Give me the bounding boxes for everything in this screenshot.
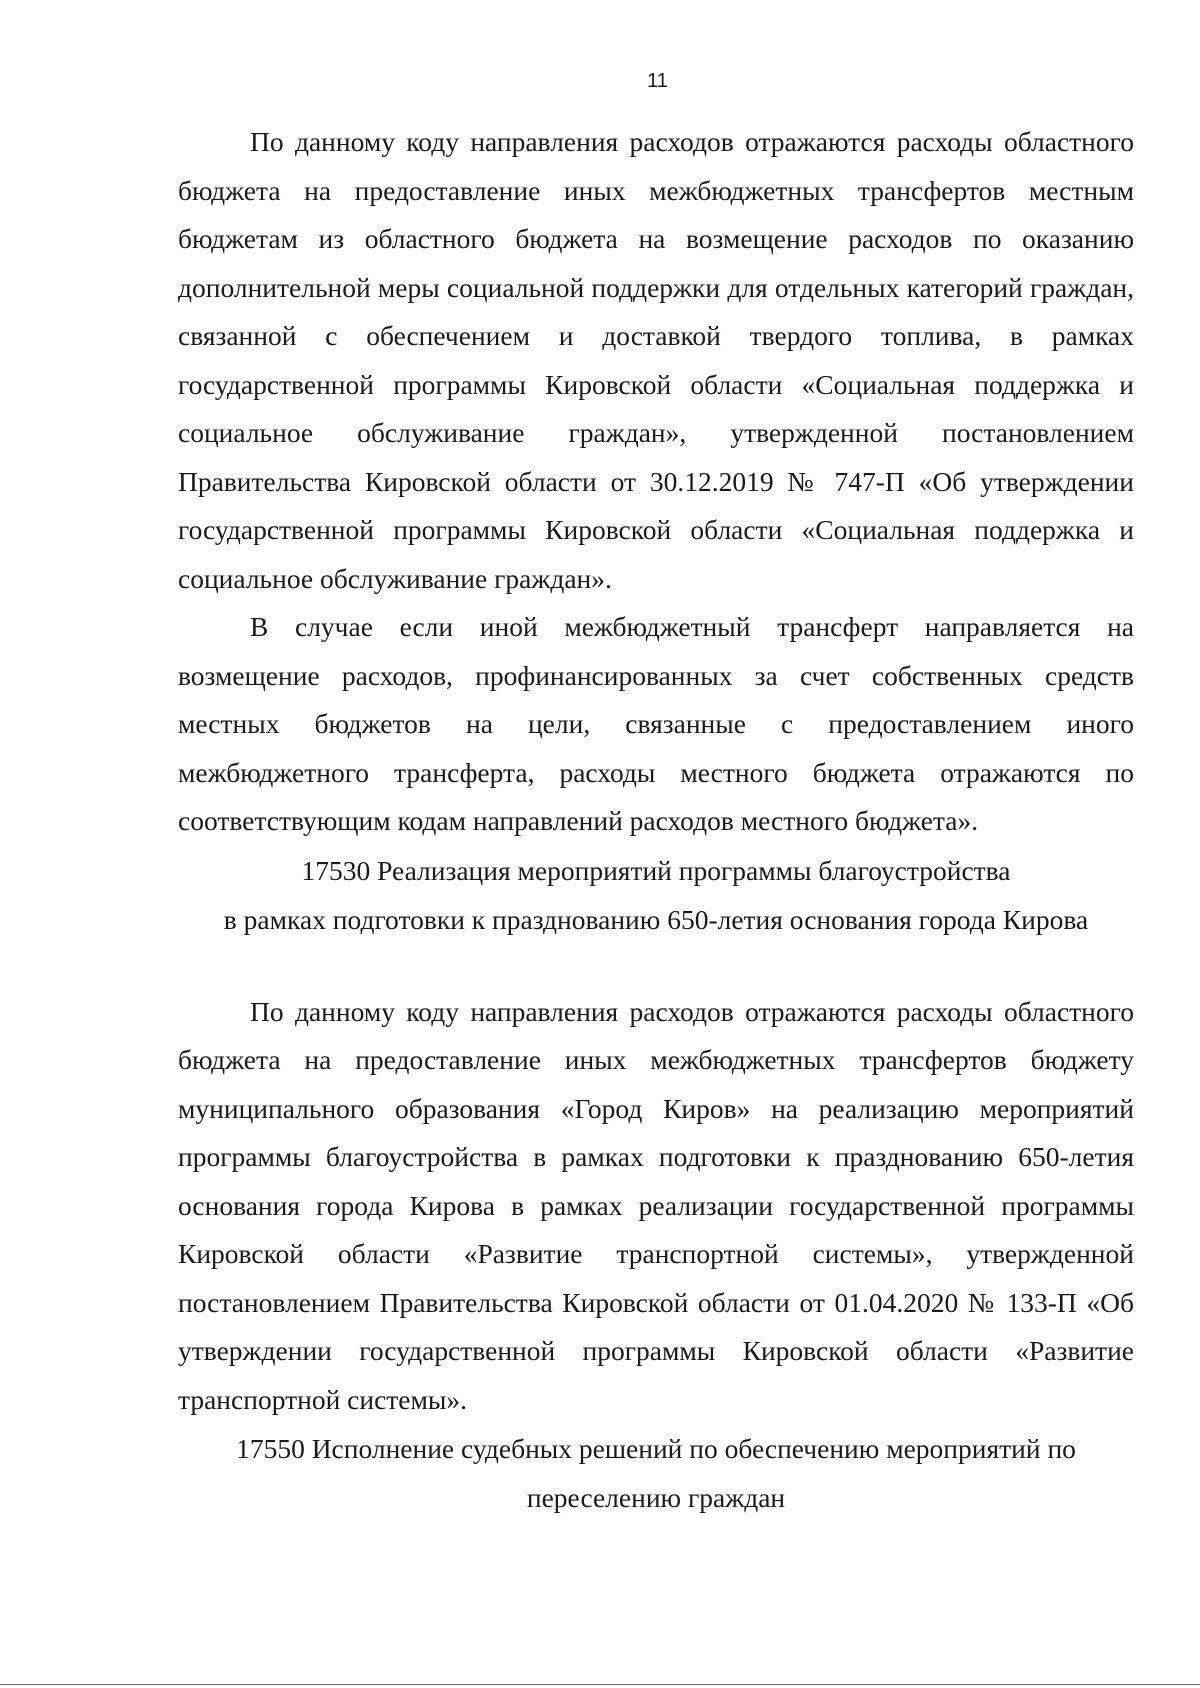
paragraph-reimbursement-note: В случае если иной межбюджетный трансферт направляется на возмещение расходов, профинансированных за счет собственных средств местных бюджетов на цели, связанные с предоставлением иного межбюджетного трансферта, расходы местного бюджета отражаются по соответствующим кодам направлений расходов местного бюджета».	[178, 611, 1134, 836]
paragraph-kirov-improvement: По данному коду направления расходов отражаются расходы областного бюджета на предоставление иных межбюджетных трансфертов бюджету муниципального образования «Город Киров» на реализацию мероприятий программы благоустройства в рамках подготовки к празднованию 650-летия основания города Кирова в рамках реализации государственной программы Кировской области «Развитие транспортной системы», утвержденной постановлением Правительства Кировской области от 01.04.2020 № 133-П «Об утверждении государственной программы Кировской области «Развитие транспортной системы».	[178, 995, 1134, 1415]
section-heading-17530-line1: 17530 Реализация мероприятий программы благоустройства	[301, 854, 1011, 886]
section-heading-17530-line2: в рамках подготовки к празднованию 650-летия основания города Кирова	[223, 903, 1089, 935]
paragraph-transfers-solid-fuel: По данному коду направления расходов отражаются расходы областного бюджета на предоставление иных межбюджетных трансфертов местным бюджетам из областного бюджета на возмещение расходов по оказанию дополнительной меры социальной поддержки для отдельных категорий граждан, связанной с обеспечением и доставкой твердого топлива, в рамках государственной программы Кировской области «Социальная поддержка и социальное обслуживание граждан», утвержденной постановлением Правительства Кировской области от 30.12.2019 № 747-П «Об утверждении государственной программы Кировской области «Социальная поддержка и социальное обслуживание граждан».	[178, 126, 1134, 594]
page-bottom-edge	[0, 1684, 1200, 1685]
page-number: 11	[647, 70, 668, 92]
section-heading-17550-line2: переселению граждан	[526, 1482, 786, 1513]
spacer	[178, 944, 1134, 988]
section-heading-17550-line1: 17550 Исполнение судебных решений по обеспечению мероприятий по	[236, 1433, 1076, 1464]
document-body	[178, 118, 1134, 1522]
